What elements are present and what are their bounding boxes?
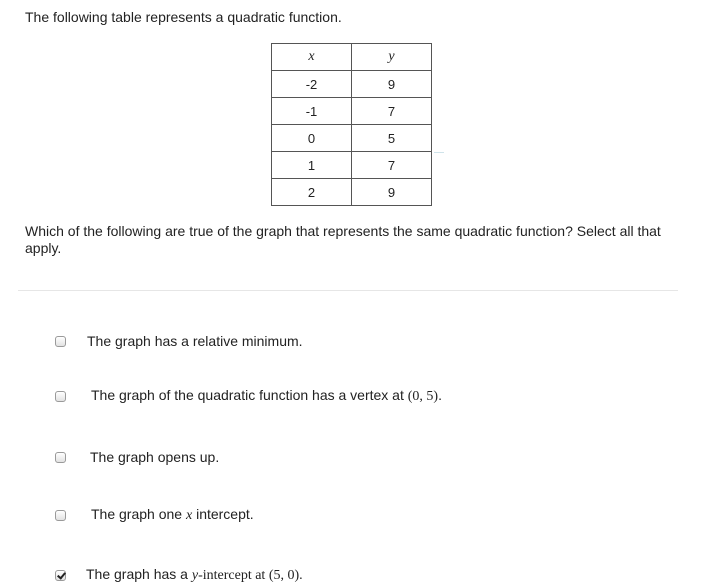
decorative-line xyxy=(434,152,444,153)
table-cell-x: -1 xyxy=(272,98,352,125)
column-header-x: x xyxy=(272,44,352,71)
table-cell-y: 5 xyxy=(352,125,432,152)
option-label-suffix: -intercept at (5, 0). xyxy=(198,568,303,583)
table-cell-y: 9 xyxy=(352,71,432,98)
option-math-var: x xyxy=(185,508,193,523)
option-label[interactable] xyxy=(91,506,254,524)
option-label[interactable] xyxy=(87,333,303,349)
option-label-suffix: . xyxy=(438,387,442,403)
table-row xyxy=(272,125,432,152)
option-checkbox[interactable] xyxy=(55,336,66,347)
table-cell-y: 9 xyxy=(352,179,432,206)
option-x-intercept[interactable] xyxy=(55,505,254,525)
option-label[interactable] xyxy=(86,566,303,584)
table-row xyxy=(272,179,432,206)
option-vertex[interactable] xyxy=(55,386,442,406)
option-checkbox[interactable] xyxy=(55,570,66,581)
option-checkbox[interactable] xyxy=(55,510,66,521)
option-label[interactable] xyxy=(91,387,442,405)
option-label-text: The graph opens up. xyxy=(90,449,220,465)
values-table xyxy=(271,43,432,206)
option-checkbox[interactable] xyxy=(55,391,66,402)
option-label-text: The graph has a xyxy=(86,566,192,582)
option-label-text: The graph of the quadratic function has a vertex at xyxy=(91,387,408,403)
column-header-y: y xyxy=(352,44,432,71)
table-cell-y: 7 xyxy=(352,98,432,125)
table-row xyxy=(272,71,432,98)
option-y-intercept[interactable] xyxy=(55,565,303,585)
option-label-text: The graph one xyxy=(91,506,186,522)
table-cell-x: 0 xyxy=(272,125,352,152)
option-label-suffix: intercept. xyxy=(192,506,254,522)
option-opens-up[interactable] xyxy=(55,447,219,467)
table-header-row xyxy=(272,44,432,71)
question-text: Which of the following are true of the graph that represents the same quadratic function? Select all that apply. xyxy=(25,223,661,256)
table-cell-y: 7 xyxy=(352,152,432,179)
divider xyxy=(18,290,678,291)
option-relative-minimum[interactable] xyxy=(55,331,303,351)
table-row xyxy=(272,98,432,125)
option-math: (0, 5) xyxy=(407,389,439,404)
option-math-var: y xyxy=(191,568,199,583)
option-checkbox[interactable] xyxy=(55,452,66,463)
option-label[interactable] xyxy=(90,449,219,465)
intro-text: The following table represents a quadratic function. xyxy=(25,9,342,25)
option-label-text: The graph has a relative minimum. xyxy=(87,333,303,349)
table-row xyxy=(272,152,432,179)
table-cell-x: 1 xyxy=(272,152,352,179)
table-cell-x: -2 xyxy=(272,71,352,98)
table-cell-x: 2 xyxy=(272,179,352,206)
